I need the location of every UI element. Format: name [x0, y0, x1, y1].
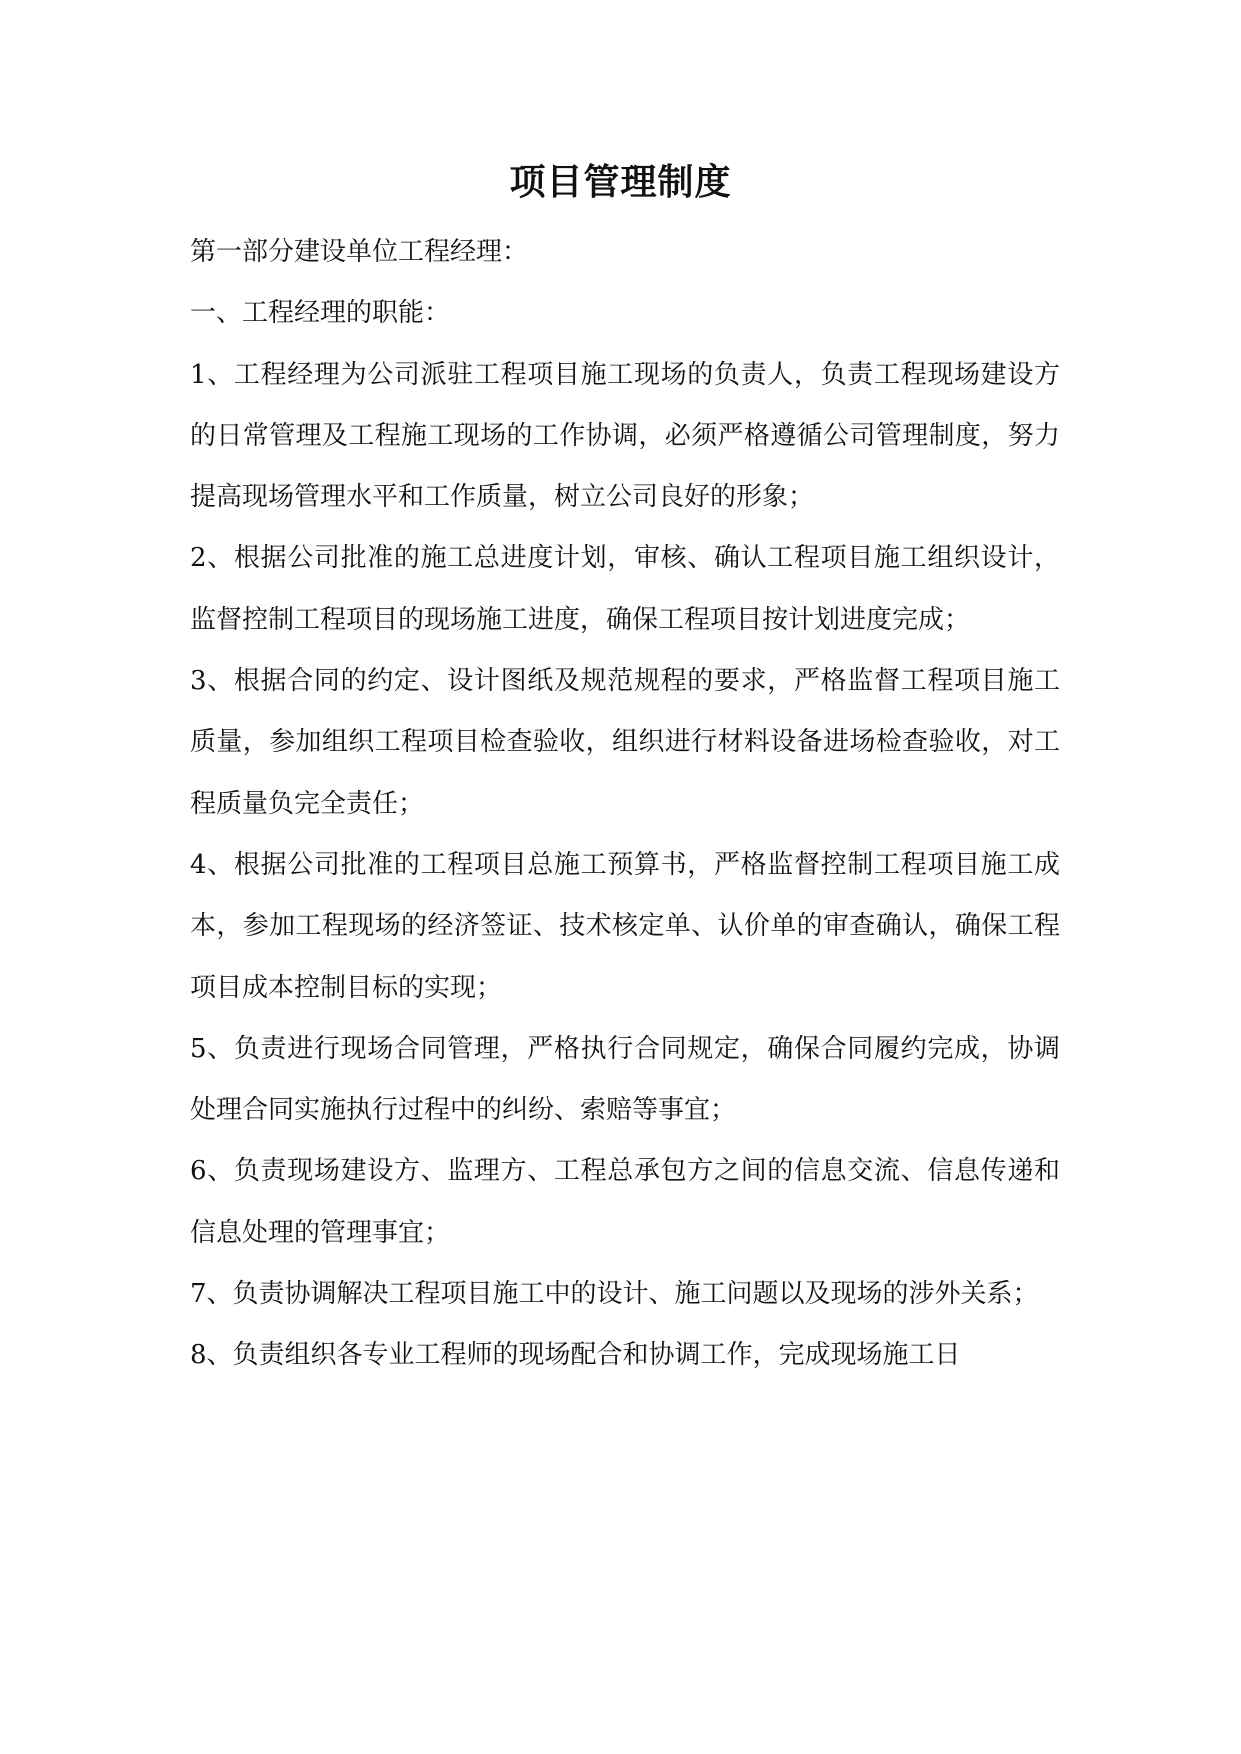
list-item: 8、负责组织各专业工程师的现场配合和协调工作，完成现场施工日: [190, 1340, 961, 1371]
list-item: 4、根据公司批准的工程项目总施工预算书，严格监督控制工程项目施工成本，参加工程现场的经济签证、技术核定单、认价单的审查确认，确保工程项目成本控制目标的实现；: [190, 849, 1060, 1003]
document-title: 项目管理制度: [509, 161, 732, 203]
section-heading: 第一部分建设单位工程经理：: [190, 237, 529, 267]
list-item: 1、工程经理为公司派驻工程项目施工现场的负责人，负责工程现场建设方的日常管理及工程施工现场的工作协调，必须严格遵循公司管理制度，努力提高现场管理水平和工作质量，树立公司良好的形象；: [190, 359, 1060, 513]
list-item: 5、负责进行现场合同管理，严格执行合同规定，确保合同履约完成，协调处理合同实施执行过程中的纠纷、索赔等事宜；: [190, 1033, 1060, 1126]
subsection-heading: 一、工程经理的职能：: [190, 298, 451, 329]
list-item: 3、根据合同的约定、设计图纸及规范规程的要求，严格监督工程项目施工质量，参加组织工程项目检查验收，组织进行材料设备进场检查验收，对工程质量负完全责任；: [190, 666, 1060, 819]
list-item: 7、负责协调解决工程项目施工中的设计、施工问题以及现场的涉外关系；: [190, 1279, 1039, 1310]
list-item: 6、负责现场建设方、监理方、工程总承包方之间的信息交流、信息传递和信息处理的管理事宜；: [190, 1156, 1060, 1248]
list-item: 2、根据公司批准的施工总进度计划，审核、确认工程项目施工组织设计，监督控制工程项目的现场施工进度，确保工程项目按计划进度完成；: [190, 543, 1060, 635]
document-body: [190, 222, 1060, 1387]
